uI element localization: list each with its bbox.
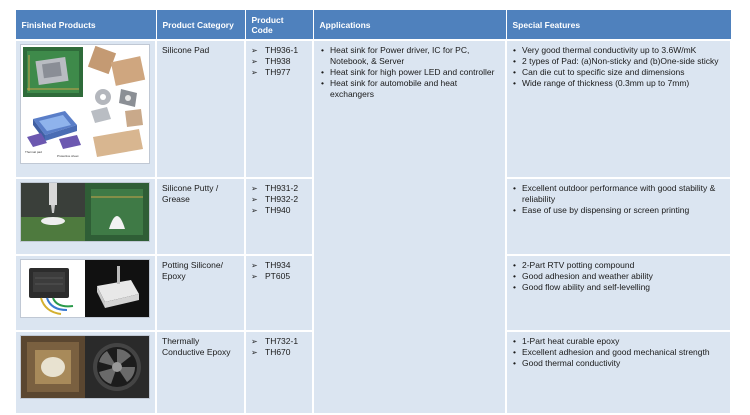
product-image-cell <box>15 331 156 414</box>
product-code: ➢ TH931-2 <box>251 183 307 194</box>
category-cell: Potting Silicone/ Epoxy <box>156 255 245 331</box>
feature-item: • Wide range of thickness (0.3mm up to 7mm) <box>512 78 725 89</box>
product-code: ➢ TH940 <box>251 205 307 216</box>
thermal-pad-label: Thermal pad <box>25 150 42 154</box>
potting-epoxy-photo <box>20 259 150 318</box>
product-code: ➢ TH936-1 <box>251 45 307 56</box>
product-image-cell <box>15 178 156 255</box>
product-table <box>14 9 732 415</box>
application-item: • Heat sink for automobile and heat exchangers <box>320 78 500 100</box>
feature-item: • 2-Part RTV potting compound <box>512 260 725 271</box>
application-item: • Heat sink for high power LED and controller <box>320 67 500 78</box>
product-code: ➢ TH938 <box>251 56 307 67</box>
potting-epoxy-illustration <box>21 260 149 317</box>
codes-cell <box>245 40 313 178</box>
features-cell <box>506 255 731 331</box>
feature-item: • 1-Part heat curable epoxy <box>512 336 725 347</box>
feature-item: • Good thermal conductivity <box>512 358 725 369</box>
product-code: ➢ TH932-2 <box>251 194 307 205</box>
putty-grease-illustration <box>21 183 149 241</box>
codes-cell <box>245 255 313 331</box>
codes-cell <box>245 178 313 255</box>
header-finished-products: Finished Products <box>15 10 156 41</box>
product-code: ➢ PT605 <box>251 271 307 282</box>
product-image-cell <box>15 40 156 178</box>
silicone-pad-illustration <box>21 45 149 163</box>
product-code: ➢ TH934 <box>251 260 307 271</box>
product-code: ➢ TH670 <box>251 347 307 358</box>
category-cell: Silicone Putty / Grease <box>156 178 245 255</box>
protective-sheet-label: Protective sheet <box>57 154 79 158</box>
header-special-features: Special Features <box>506 10 731 41</box>
product-image-cell <box>15 255 156 331</box>
feature-item: • Can die cut to specific size and dimensions <box>512 67 725 78</box>
applications-cell <box>313 40 506 414</box>
putty-grease-photo <box>20 182 150 242</box>
product-code: ➢ TH732-1 <box>251 336 307 347</box>
table-row <box>15 40 731 178</box>
feature-item: • Good flow ability and self-levelling <box>512 282 725 293</box>
feature-item: • Very good thermal conductivity up to 3.6W/mK <box>512 45 725 56</box>
features-cell <box>506 331 731 414</box>
codes-cell <box>245 331 313 414</box>
feature-item: • 2 types of Pad: (a)Non-sticky and (b)One-side sticky <box>512 56 725 67</box>
conductive-epoxy-illustration <box>21 336 149 398</box>
header-product-category: Product Category <box>156 10 245 41</box>
features-cell <box>506 178 731 255</box>
feature-item: • Excellent outdoor performance with good stability & reliability <box>512 183 725 205</box>
conductive-epoxy-photo <box>20 335 150 399</box>
feature-item: • Excellent adhesion and good mechanical strength <box>512 347 725 358</box>
features-cell <box>506 40 731 178</box>
header-row <box>15 10 731 41</box>
category-cell: Silicone Pad <box>156 40 245 178</box>
feature-item: • Ease of use by dispensing or screen printing <box>512 205 725 216</box>
application-item: • Heat sink for Power driver, IC for PC, Notebook, & Server <box>320 45 500 67</box>
feature-item: • Good adhesion and weather ability <box>512 271 725 282</box>
header-product-code: Product Code <box>245 10 313 41</box>
category-cell: Thermally Conductive Epoxy <box>156 331 245 414</box>
product-code: ➢ TH977 <box>251 67 307 78</box>
silicone-pad-photo <box>20 44 150 164</box>
header-applications: Applications <box>313 10 506 41</box>
